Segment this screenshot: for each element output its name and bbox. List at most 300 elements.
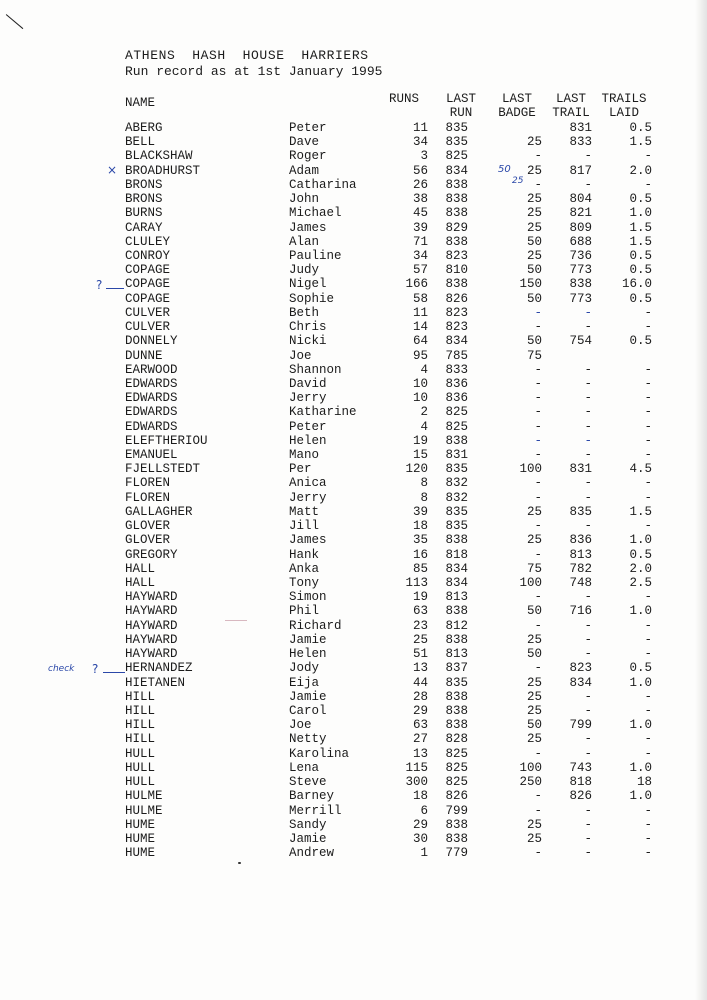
row-runs: 15 xyxy=(412,448,428,463)
row-first-name: Tony xyxy=(289,576,320,590)
row-runs: 23 xyxy=(412,618,428,633)
row-trails-laid: - xyxy=(644,689,652,704)
row-first-name: Karolina xyxy=(289,746,350,761)
row-surname: HILL xyxy=(125,718,156,733)
row-surname: HULL xyxy=(125,760,156,775)
row-last-badge: 50 xyxy=(526,718,542,733)
row-last-run: 812 xyxy=(445,618,468,633)
row-trails-laid: - xyxy=(644,632,652,647)
row-last-trail: 831 xyxy=(569,462,592,477)
row-first-name: Anka xyxy=(289,561,320,576)
row-last-run: 785 xyxy=(445,348,468,363)
row-trails-laid: 18 xyxy=(636,775,652,790)
row-first-name: Lena xyxy=(289,760,320,775)
table-row xyxy=(0,604,707,618)
row-runs: 64 xyxy=(412,334,428,349)
table-row xyxy=(0,590,707,604)
row-last-trail: 743 xyxy=(569,760,592,775)
row-first-name: Peter xyxy=(289,419,327,434)
row-last-badge: - xyxy=(534,547,542,562)
row-last-trail: - xyxy=(584,632,592,647)
row-runs: 25 xyxy=(412,632,428,647)
row-surname: EMANUEL xyxy=(125,448,178,463)
row-runs: 34 xyxy=(412,248,428,263)
row-surname: EDWARDS xyxy=(125,391,178,406)
row-runs: 45 xyxy=(412,206,428,221)
row-surname: BELL xyxy=(125,135,156,150)
table-row xyxy=(0,235,707,249)
row-last-trail: 835 xyxy=(569,504,592,519)
row-trails-laid: - xyxy=(644,448,652,463)
row-surname: COPAGE xyxy=(125,263,171,278)
row-surname: HULME xyxy=(125,789,163,804)
row-runs: 13 xyxy=(412,746,428,761)
table-row xyxy=(0,491,707,505)
row-last-run: 823 xyxy=(445,305,468,320)
row-last-trail: 736 xyxy=(569,248,592,263)
row-last-badge: - xyxy=(534,590,542,605)
row-runs: 58 xyxy=(412,291,428,306)
row-last-run: 838 xyxy=(445,177,468,192)
row-last-trail: - xyxy=(584,362,592,377)
row-last-run: 835 xyxy=(445,462,468,477)
row-first-name: Andrew xyxy=(289,846,335,861)
row-trails-laid: 1.5 xyxy=(629,234,652,249)
row-first-name: Helen xyxy=(289,433,327,448)
row-first-name: Jerry xyxy=(289,391,327,406)
row-last-run: 834 xyxy=(445,163,468,178)
table-row xyxy=(0,178,707,192)
row-last-run: 835 xyxy=(445,675,468,690)
row-last-run: 835 xyxy=(445,135,468,150)
row-last-trail: 688 xyxy=(569,234,592,249)
row-runs: 44 xyxy=(412,675,428,690)
row-last-run: 825 xyxy=(445,775,468,790)
row-last-trail: 782 xyxy=(569,561,592,576)
row-last-run: 834 xyxy=(445,334,468,349)
row-last-badge: - xyxy=(534,391,542,406)
row-last-run: 826 xyxy=(445,291,468,306)
row-last-badge: 25 xyxy=(526,831,542,846)
row-last-trail: - xyxy=(584,433,592,448)
row-runs: 11 xyxy=(412,305,428,320)
row-surname: BROADHURST xyxy=(125,163,201,178)
row-trails-laid: - xyxy=(644,405,652,420)
row-first-name: Sandy xyxy=(289,817,327,832)
row-trails-laid: - xyxy=(644,817,652,832)
row-last-trail: 834 xyxy=(569,675,592,690)
row-last-run: 828 xyxy=(445,732,468,747)
row-trails-laid: 0.5 xyxy=(629,291,652,306)
row-first-name: James xyxy=(289,220,327,235)
row-runs: 19 xyxy=(412,433,428,448)
row-first-name: Sophie xyxy=(289,291,335,306)
row-surname: HAYWARD xyxy=(125,647,178,662)
copage-annotation-dash xyxy=(106,288,124,289)
row-trails-laid: - xyxy=(644,320,652,335)
row-last-run: 838 xyxy=(445,277,468,292)
row-last-trail: - xyxy=(584,391,592,406)
row-runs: 4 xyxy=(420,419,428,434)
corner-pen-mark xyxy=(6,14,24,29)
row-last-run: 838 xyxy=(445,831,468,846)
row-first-name: Pauline xyxy=(289,248,342,263)
row-last-run: 826 xyxy=(445,789,468,804)
row-last-trail: 821 xyxy=(569,206,592,221)
row-last-trail: 809 xyxy=(569,220,592,235)
row-trails-laid: 0.5 xyxy=(629,661,652,676)
row-last-trail: 831 xyxy=(569,121,592,135)
row-surname: CLULEY xyxy=(125,234,171,249)
row-last-run: 825 xyxy=(445,760,468,775)
row-last-badge: 25 xyxy=(526,703,542,718)
table-row xyxy=(0,818,707,832)
row-last-trail: - xyxy=(584,177,592,192)
table-row xyxy=(0,548,707,562)
row-last-run: 834 xyxy=(445,561,468,576)
row-last-trail: - xyxy=(584,846,592,861)
row-last-trail: 773 xyxy=(569,291,592,306)
row-surname: HILL xyxy=(125,703,156,718)
row-surname: GLOVER xyxy=(125,533,171,548)
row-last-trail: - xyxy=(584,320,592,335)
row-last-run: 823 xyxy=(445,248,468,263)
row-last-trail: 804 xyxy=(569,192,592,207)
document-title: ATHENS HASH HOUSE HARRIERS xyxy=(125,48,369,63)
row-trails-laid: - xyxy=(644,647,652,662)
row-trails-laid: - xyxy=(644,376,652,391)
row-runs: 34 xyxy=(412,135,428,150)
row-last-badge: - xyxy=(534,448,542,463)
hernandez-question-mark: ? xyxy=(92,662,99,676)
row-runs: 6 xyxy=(420,803,428,818)
row-last-badge: - xyxy=(534,419,542,434)
row-trails-laid: 1.0 xyxy=(629,675,652,690)
row-trails-laid: - xyxy=(644,618,652,633)
row-first-name: Hank xyxy=(289,547,320,562)
row-last-trail: 817 xyxy=(569,163,592,178)
broadhurst-badge-note-2: 25 xyxy=(512,176,524,186)
row-last-run: 838 xyxy=(445,703,468,718)
row-trails-laid: - xyxy=(644,831,652,846)
row-trails-laid: - xyxy=(644,433,652,448)
table-row xyxy=(0,363,707,377)
row-surname: ELEFTHERIOU xyxy=(125,433,208,448)
row-last-run: 810 xyxy=(445,263,468,278)
row-last-badge: - xyxy=(534,320,542,335)
row-trails-laid: - xyxy=(644,476,652,491)
row-last-badge: 25 xyxy=(526,163,542,178)
row-first-name: Matt xyxy=(289,504,320,519)
row-trails-laid: 2.0 xyxy=(629,561,652,576)
row-last-run: 838 xyxy=(445,234,468,249)
row-surname: BRONS xyxy=(125,177,163,192)
row-first-name: Alan xyxy=(289,234,320,249)
row-last-run: 823 xyxy=(445,320,468,335)
row-last-run: 838 xyxy=(445,817,468,832)
row-runs: 39 xyxy=(412,504,428,519)
row-first-name: Phil xyxy=(289,604,320,619)
table-row xyxy=(0,633,707,647)
row-last-badge: - xyxy=(534,846,542,861)
row-first-name: Catharina xyxy=(289,177,357,192)
row-surname: EDWARDS xyxy=(125,419,178,434)
row-surname: HAYWARD xyxy=(125,632,178,647)
row-last-badge: 50 xyxy=(526,647,542,662)
row-trails-laid: - xyxy=(644,732,652,747)
row-last-run: 838 xyxy=(445,533,468,548)
table-row xyxy=(0,334,707,348)
row-first-name: Dave xyxy=(289,135,320,150)
row-last-run: 838 xyxy=(445,632,468,647)
row-last-badge: - xyxy=(534,149,542,164)
table-row xyxy=(0,804,707,818)
row-runs: 85 xyxy=(412,561,428,576)
row-last-run: 832 xyxy=(445,476,468,491)
row-trails-laid: 0.5 xyxy=(629,547,652,562)
row-surname: BURNS xyxy=(125,206,163,221)
row-runs: 8 xyxy=(420,476,428,491)
row-last-trail: - xyxy=(584,405,592,420)
row-runs: 120 xyxy=(405,462,428,477)
row-last-badge: 250 xyxy=(519,775,542,790)
header-trails-laid-line1: TRAILS xyxy=(601,92,647,106)
table-row xyxy=(0,704,707,718)
row-runs: 51 xyxy=(412,647,428,662)
row-last-run: 836 xyxy=(445,391,468,406)
row-last-run: 829 xyxy=(445,220,468,235)
row-surname: GLOVER xyxy=(125,519,171,534)
copage-question-mark: ? xyxy=(96,278,103,292)
row-last-run: 813 xyxy=(445,647,468,662)
row-first-name: Beth xyxy=(289,305,320,320)
table-row xyxy=(0,533,707,547)
row-runs: 300 xyxy=(405,775,428,790)
row-last-trail: 716 xyxy=(569,604,592,619)
row-trails-laid: - xyxy=(644,149,652,164)
row-trails-laid: - xyxy=(644,846,652,861)
row-trails-laid: - xyxy=(644,391,652,406)
row-first-name: Netty xyxy=(289,732,327,747)
row-trails-laid: - xyxy=(644,590,652,605)
broadhurst-badge-note: 50 xyxy=(498,164,511,175)
row-trails-laid: 1.0 xyxy=(629,718,652,733)
row-surname: HILL xyxy=(125,732,156,747)
row-trails-laid: 4.5 xyxy=(629,462,652,477)
table-row xyxy=(0,121,707,135)
row-first-name: Anica xyxy=(289,476,327,491)
row-surname: HUME xyxy=(125,831,156,846)
row-runs: 18 xyxy=(412,789,428,804)
row-surname: HILL xyxy=(125,689,156,704)
header-runs: RUNS xyxy=(389,92,420,106)
row-trails-laid: - xyxy=(644,746,652,761)
row-surname: HAYWARD xyxy=(125,618,178,633)
table-row xyxy=(0,263,707,277)
header-last-badge xyxy=(494,92,540,120)
row-last-badge: - xyxy=(534,405,542,420)
row-trails-laid: - xyxy=(644,177,652,192)
row-runs: 29 xyxy=(412,703,428,718)
header-last-badge-line1: LAST xyxy=(501,92,532,106)
row-last-run: 838 xyxy=(445,433,468,448)
row-first-name: Jill xyxy=(289,519,320,534)
row-first-name: David xyxy=(289,376,327,391)
table-row xyxy=(0,747,707,761)
row-last-badge: - xyxy=(534,376,542,391)
row-runs: 113 xyxy=(405,576,428,590)
row-last-run: 835 xyxy=(445,121,468,135)
hernandez-check-note: check xyxy=(48,664,75,674)
row-trails-laid: - xyxy=(644,305,652,320)
row-last-badge: - xyxy=(534,661,542,676)
row-runs: 3 xyxy=(420,149,428,164)
broadhurst-cross-mark: × xyxy=(107,163,118,177)
table-row xyxy=(0,149,707,163)
row-first-name: Joe xyxy=(289,348,312,363)
row-trails-laid: 1.5 xyxy=(629,220,652,235)
table-row xyxy=(0,647,707,661)
row-trails-laid: 1.0 xyxy=(629,604,652,619)
row-last-run: 836 xyxy=(445,376,468,391)
row-last-badge: 25 xyxy=(526,632,542,647)
row-last-run: 831 xyxy=(445,448,468,463)
table-row xyxy=(0,732,707,746)
row-trails-laid: 0.5 xyxy=(629,121,652,135)
row-last-trail: - xyxy=(584,618,592,633)
row-first-name: Michael xyxy=(289,206,342,221)
row-last-badge: 25 xyxy=(526,135,542,150)
row-last-run: 838 xyxy=(445,604,468,619)
row-trails-laid: 2.5 xyxy=(629,576,652,590)
row-runs: 13 xyxy=(412,661,428,676)
row-first-name: Adam xyxy=(289,163,320,178)
row-trails-laid: 16.0 xyxy=(621,277,652,292)
row-surname: HUME xyxy=(125,846,156,861)
row-runs: 27 xyxy=(412,732,428,747)
row-trails-laid: 0.5 xyxy=(629,263,652,278)
row-last-trail: - xyxy=(584,746,592,761)
row-runs: 63 xyxy=(412,604,428,619)
row-last-badge: - xyxy=(534,305,542,320)
row-runs: 38 xyxy=(412,192,428,207)
table-row xyxy=(0,306,707,320)
row-surname: HALL xyxy=(125,576,156,590)
row-runs: 10 xyxy=(412,376,428,391)
table-row xyxy=(0,676,707,690)
row-last-badge: 25 xyxy=(526,192,542,207)
row-first-name: Peter xyxy=(289,121,327,135)
table-row xyxy=(0,391,707,405)
row-last-badge: - xyxy=(534,746,542,761)
row-last-trail: - xyxy=(584,590,592,605)
row-first-name: James xyxy=(289,533,327,548)
row-last-run: 818 xyxy=(445,547,468,562)
row-last-trail: - xyxy=(584,647,592,662)
row-first-name: Carol xyxy=(289,703,327,718)
row-last-run: 813 xyxy=(445,590,468,605)
row-first-name: Nicki xyxy=(289,334,327,349)
row-runs: 95 xyxy=(412,348,428,363)
row-last-run: 837 xyxy=(445,661,468,676)
row-surname: EDWARDS xyxy=(125,376,178,391)
row-last-trail: - xyxy=(584,419,592,434)
row-last-badge: 50 xyxy=(526,234,542,249)
row-first-name: Richard xyxy=(289,618,342,633)
row-surname: CONROY xyxy=(125,248,171,263)
row-first-name: Steve xyxy=(289,775,327,790)
table-row xyxy=(0,576,707,590)
row-surname: BLACKSHAW xyxy=(125,149,193,164)
row-surname: HULL xyxy=(125,775,156,790)
row-surname: FJELLSTEDT xyxy=(125,462,201,477)
row-last-trail: 818 xyxy=(569,775,592,790)
row-trails-laid: 1.5 xyxy=(629,135,652,150)
header-trails-laid xyxy=(598,92,650,120)
row-last-trail: 833 xyxy=(569,135,592,150)
row-last-badge: 25 xyxy=(526,504,542,519)
row-last-badge: 50 xyxy=(526,291,542,306)
row-last-trail: 838 xyxy=(569,277,592,292)
table-row xyxy=(0,519,707,533)
row-last-trail: 826 xyxy=(569,789,592,804)
table-row xyxy=(0,349,707,363)
table-row xyxy=(0,206,707,220)
row-surname: FLOREN xyxy=(125,490,171,505)
row-surname: CARAY xyxy=(125,220,163,235)
pencil-smudge xyxy=(225,620,247,621)
row-surname: DONNELY xyxy=(125,334,178,349)
row-trails-laid: - xyxy=(644,703,652,718)
row-trails-laid: 1.0 xyxy=(629,533,652,548)
row-first-name: Helen xyxy=(289,647,327,662)
row-trails-laid: 2.0 xyxy=(629,163,652,178)
row-surname: HULME xyxy=(125,803,163,818)
row-first-name: John xyxy=(289,192,320,207)
row-runs: 8 xyxy=(420,490,428,505)
row-last-run: 838 xyxy=(445,206,468,221)
row-surname: BRONS xyxy=(125,192,163,207)
row-last-trail: 836 xyxy=(569,533,592,548)
row-last-run: 838 xyxy=(445,689,468,704)
row-first-name: Jamie xyxy=(289,689,327,704)
run-record-table xyxy=(0,121,707,860)
row-last-badge: 75 xyxy=(526,348,542,363)
row-trails-laid: 1.0 xyxy=(629,206,652,221)
row-first-name: Jerry xyxy=(289,490,327,505)
row-last-badge: 50 xyxy=(526,263,542,278)
row-last-badge: 50 xyxy=(526,334,542,349)
row-first-name: Roger xyxy=(289,149,327,164)
row-trails-laid: 0.5 xyxy=(629,334,652,349)
row-last-trail: - xyxy=(584,476,592,491)
table-row xyxy=(0,420,707,434)
row-first-name: Jamie xyxy=(289,632,327,647)
row-last-badge: 150 xyxy=(519,277,542,292)
table-row xyxy=(0,377,707,391)
row-last-badge: 25 xyxy=(526,732,542,747)
row-first-name: Simon xyxy=(289,590,327,605)
row-surname: EDWARDS xyxy=(125,405,178,420)
row-trails-laid: - xyxy=(644,419,652,434)
table-row xyxy=(0,249,707,263)
row-last-run: 835 xyxy=(445,519,468,534)
row-surname: HALL xyxy=(125,561,156,576)
row-last-run: 832 xyxy=(445,490,468,505)
row-first-name: Jody xyxy=(289,661,320,676)
row-last-trail: 823 xyxy=(569,661,592,676)
hernandez-annotation-dash xyxy=(103,672,125,673)
